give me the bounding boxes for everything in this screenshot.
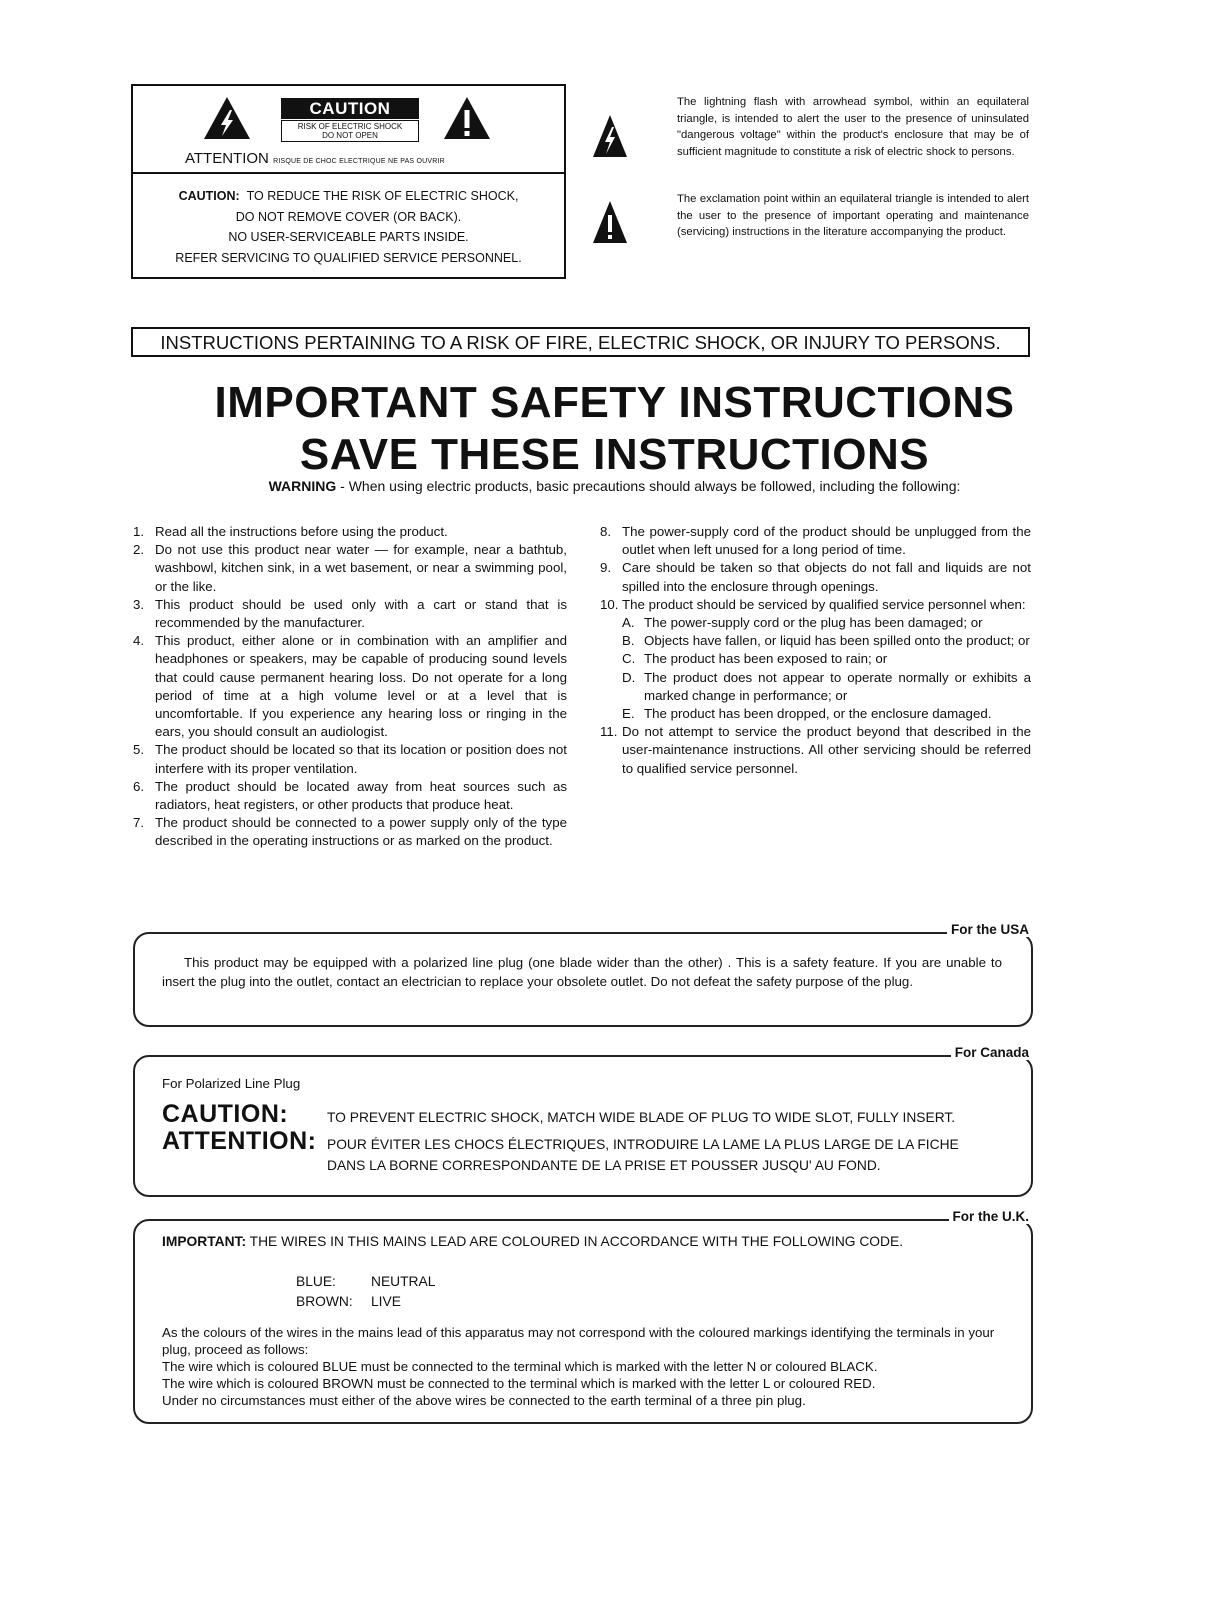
brown-label: BROWN: xyxy=(296,1294,353,1309)
list-item xyxy=(600,723,1031,778)
item-number: 6. xyxy=(133,778,145,794)
item-number: 8. xyxy=(600,524,612,539)
sub-item xyxy=(622,614,1031,632)
uk-important-text: THE WIRES IN THIS MAINS LEAD ARE COLOURED IN ACCORDANCE WITH THE FOLLOWING CODE. xyxy=(246,1234,904,1249)
list-item xyxy=(133,741,567,777)
attention-line xyxy=(185,150,445,167)
uk-instructions xyxy=(162,1324,1007,1409)
list-item xyxy=(133,596,567,632)
canada-caution-block xyxy=(162,1100,1022,1175)
caution-sub-line1: RISK OF ELECTRIC SHOCK xyxy=(297,122,403,131)
sub-text: The product has been exposed to rain; or xyxy=(644,651,888,667)
item-text: The product should be serviced by qualified service personnel when: xyxy=(622,596,1026,612)
caution-label-box xyxy=(131,84,566,279)
sub-item xyxy=(622,650,1031,668)
exclamation-warning-icon xyxy=(443,96,491,140)
caution-sub-line2: DO NOT OPEN xyxy=(322,131,378,140)
list-item xyxy=(600,596,1031,614)
sub-letter: E. xyxy=(622,706,635,722)
uk-para2: The wire which is coloured BLUE must be connected to the terminal which is marked with the letter N or coloured BLACK. xyxy=(162,1359,878,1374)
sub-text: The product has been dropped, or the enclosure damaged. xyxy=(644,706,992,722)
uk-para3: The wire which is coloured BROWN must be connected to the terminal which is marked with the letter L or coloured RED. xyxy=(162,1376,876,1391)
caution-instructions xyxy=(133,186,564,268)
item-text: The power-supply cord of the product should be unplugged from the outlet when left unused for a long period of time. xyxy=(622,524,1031,558)
uk-para1: As the colours of the wires in the mains lead of this apparatus may not correspond with the coloured markings identifying the terminals in your plug, proceed as follows: xyxy=(162,1325,995,1357)
item10-sublist xyxy=(622,614,1031,723)
canada-attention-text1: POUR ÉVITER LES CHOCS ÉLECTRIQUES, INTRODUIRE LA LAME LA PLUS LARGE DE LA FICHE xyxy=(327,1137,959,1152)
item-number: 7. xyxy=(133,815,145,831)
item-text: This product, either alone or in combination with an amplifier and headphones or speakers, may be capable of producing sound levels that could cause permanent hearing loss. Do not operate for a long period of time at a high volume level or at a level that is uncomfortable. If you experience any hearing loss or ringing in the ears, you should consult an audiologist. xyxy=(155,633,567,740)
uk-para4: Under no circumstances must either of the above wires be connected to the earth terminal of a three pin plug. xyxy=(162,1393,806,1408)
blue-value: NEUTRAL xyxy=(371,1274,436,1289)
item-number: 2. xyxy=(133,542,145,558)
list-item xyxy=(133,523,567,541)
sub-text: Objects have fallen, or liquid has been spilled onto the product; or xyxy=(644,633,1030,649)
attention-word: ATTENTION xyxy=(185,150,269,167)
attention-small-text: RISQUE DE CHOC ELECTRIQUE NE PAS OUVRIR xyxy=(273,158,445,165)
page-title: IMPORTANT SAFETY INSTRUCTIONS xyxy=(214,378,1015,427)
canada-caution-text: TO PREVENT ELECTRIC SHOCK, MATCH WIDE BLADE OF PLUG TO WIDE SLOT, FULLY INSERT. xyxy=(327,1110,956,1125)
sub-text: The product does not appear to operate normally or exhibits a marked change in performance; or xyxy=(644,669,1031,703)
item-text: Do not attempt to service the product beyond that described in the user-maintenance instructions. All other servicing should be referred to qualified service personnel. xyxy=(622,724,1031,776)
usa-text: This product may be equipped with a polarized line plug (one blade wider than the other) . This is a safety feature. If you are unable to insert the plug into the outlet, contact an electrician to replace your obsolete outlet. Do not defeat the safety purpose of the plug. xyxy=(162,955,1002,989)
sub-item xyxy=(622,669,1031,705)
item-number: 4. xyxy=(133,633,145,649)
uk-tag: For the U.K. xyxy=(949,1209,1034,1224)
blue-label: BLUE: xyxy=(296,1274,336,1289)
warning-label: WARNING xyxy=(268,478,337,494)
list-item xyxy=(600,559,1031,595)
sub-letter: D. xyxy=(622,669,636,685)
caution-word: CAUTION: xyxy=(178,189,240,203)
sub-letter: A. xyxy=(622,615,635,631)
caution-line1: TO REDUCE THE RISK OF ELECTRIC SHOCK, xyxy=(246,189,519,203)
list-item xyxy=(133,814,567,850)
brown-value: LIVE xyxy=(371,1294,401,1309)
canada-attention-text2: DANS LA BORNE CORRESPONDANTE DE LA PRISE ET POUSSER JUSQU' AU FOND. xyxy=(327,1158,881,1173)
item-number: 11. xyxy=(600,724,618,740)
canada-tag: For Canada xyxy=(951,1045,1033,1060)
instructions-list-left xyxy=(133,523,567,851)
caution-label-header xyxy=(133,86,564,174)
caution-label-title: CAUTION xyxy=(281,98,419,119)
uk-important-line xyxy=(162,1234,903,1249)
sub-text: The power-supply cord or the plug has been damaged; or xyxy=(644,615,983,631)
sub-item xyxy=(622,632,1031,650)
list-item xyxy=(133,632,567,741)
lightning-triangle-icon xyxy=(592,114,628,158)
item-number: 9. xyxy=(600,560,612,576)
sub-item xyxy=(622,705,1031,723)
sub-letter: B. xyxy=(622,633,635,649)
canada-attention-word: ATTENTION: xyxy=(162,1127,317,1155)
warning-text: - When using electric products, basic precautions should always be followed, including the following: xyxy=(336,478,961,494)
page-subtitle: SAVE THESE INSTRUCTIONS xyxy=(299,430,930,479)
caution-line3: NO USER-SERVICEABLE PARTS INSIDE. xyxy=(228,230,469,244)
lightning-explanation: The lightning flash with arrowhead symbol, within an equilateral triangle, is intended to alert the user to the presence of uninsulated "dangerous voltage" within the product's enclosure that may be of sufficient magnitude to constitute a risk of electric shock to persons. xyxy=(677,96,1029,158)
uk-important-word: IMPORTANT: xyxy=(162,1234,247,1249)
caution-line2: DO NOT REMOVE COVER (OR BACK). xyxy=(235,209,462,224)
wire-color-code xyxy=(296,1272,435,1312)
item-text: This product should be used only with a cart or stand that is recommended by the manufacturer. xyxy=(155,596,567,631)
caution-line4: REFER SERVICING TO QUALIFIED SERVICE PERSONNEL. xyxy=(175,250,522,265)
list-item xyxy=(600,523,1031,559)
item-text: Care should be taken so that objects do not fall and liquids are not spilled into the enclosure through openings. xyxy=(622,560,1031,594)
list-item xyxy=(133,541,567,596)
item-number: 1. xyxy=(133,524,145,539)
exclamation-explanation: The exclamation point within an equilateral triangle is intended to alert the user to the presence of important operating and maintenance (servicing) instructions in the literature accompanying the product. xyxy=(677,193,1029,238)
sub-letter: C. xyxy=(622,651,636,667)
item-text: The product should be connected to a power supply only of the type described in the operating instructions or as marked on the product. xyxy=(155,815,567,849)
item-text: Do not use this product near water — for example, near a bathtub, washbowl, kitchen sink, in a wet basement, or near a swimming pool, or the like. xyxy=(155,542,567,594)
warning-line xyxy=(0,478,1229,494)
item-number: 10. xyxy=(600,596,619,612)
item-text: The product should be located away from heat sources such as radiators, heat registers, or other products that produce heat. xyxy=(155,778,567,813)
instructions-banner: INSTRUCTIONS PERTAINING TO A RISK OF FIRE, ELECTRIC SHOCK, OR INJURY TO PERSONS. xyxy=(131,327,1030,357)
list-item xyxy=(133,778,567,814)
canada-caution-word: CAUTION: xyxy=(162,1100,289,1128)
canada-caution-row xyxy=(162,1100,1022,1129)
canada-attention-row xyxy=(162,1127,1022,1156)
caution-label-subtitle xyxy=(281,120,419,142)
item-number: 3. xyxy=(133,596,145,612)
canada-intro: For Polarized Line Plug xyxy=(162,1076,301,1091)
item-text: The product should be located so that its location or position does not interfere with its proper ventilation. xyxy=(155,742,567,776)
item-number: 5. xyxy=(133,742,145,758)
instructions-list-right xyxy=(600,523,1031,778)
exclamation-triangle-icon xyxy=(592,200,628,244)
item-text: Read all the instructions before using the product. xyxy=(155,524,448,539)
lightning-warning-icon xyxy=(203,96,251,140)
usa-tag: For the USA xyxy=(947,922,1033,937)
